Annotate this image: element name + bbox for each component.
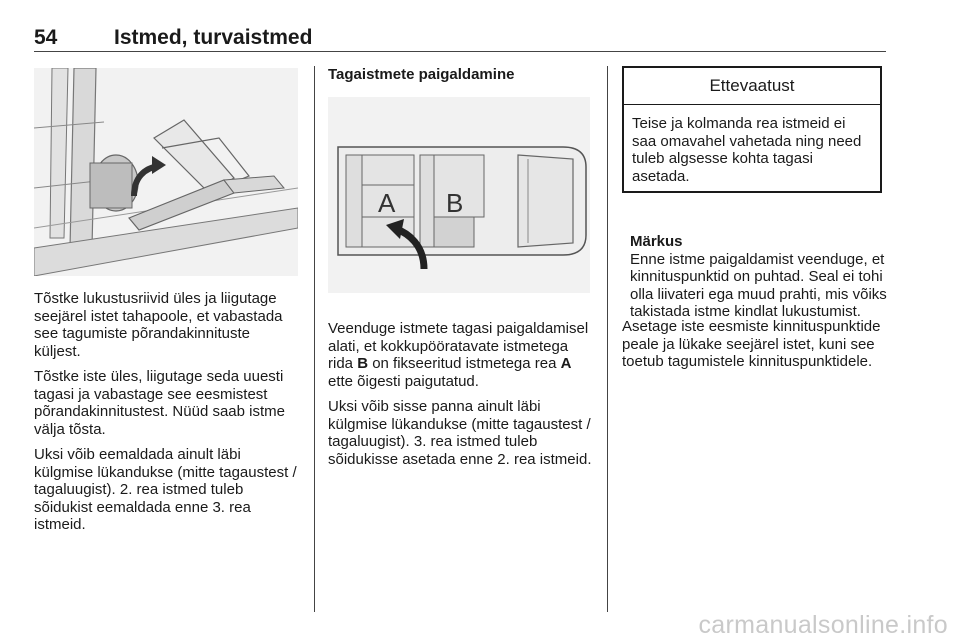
column-divider-2 — [607, 66, 608, 612]
page-number: 54 — [34, 26, 58, 49]
seat-latch-illustration — [34, 68, 298, 276]
paragraph: Veenduge istmete tagasi paigaldamisel alati, et kokkupööratavate istmetega rida B on fikseeritud istmetega rea A ette õigesti paigutatud. — [328, 320, 589, 390]
note-title: Märkus — [630, 233, 683, 250]
warning-text: Teise ja kolmanda rea istmeid ei saa omavahel vahetada ning need tuleb algsesse kohta tagasi asetada. — [632, 115, 862, 185]
seat-row-a-label: A — [378, 188, 396, 218]
header-divider — [34, 51, 886, 52]
page-header — [34, 26, 886, 54]
paragraph: Tõstke iste üles, liigutage seda uuesti tagasi ja vabastage see eesmistest põrandakinnitustest. Nüüd saab istme välja tõsta. — [34, 368, 285, 438]
paragraph: Uksi võib sisse panna ainult läbi külgmise lükandukse (mitte tagaustest / tagaluugist). 3. rea istmed tuleb sõidukisse asetada enne 2. rea istmeid. — [328, 398, 592, 468]
warning-title: Ettevaatust — [624, 68, 880, 105]
subsection-title: Tagaistmete paigaldamine — [328, 66, 515, 83]
watermark: carmanualsonline.info — [698, 611, 948, 639]
paragraph: Uksi võib eemaldada ainult läbi külgmise lükandukse (mitte tagaustest / tagaluugist). 2. rea istmed tuleb sõidukist eemaldada enne 3. rea istmeid. — [34, 446, 297, 533]
column-1-text — [34, 290, 298, 542]
note-text: Enne istme paigaldamist veenduge, et kinnituspunktid on puhtad. Seal ei tohi olla liivateri ega muud prahti, mis võiks takistada istme kindlat lukustumist. — [630, 250, 887, 320]
column-divider-1 — [314, 66, 315, 612]
seat-rows-diagram — [328, 97, 590, 293]
section-title: Istmed, turvaistmed — [114, 26, 313, 49]
note-block — [630, 233, 888, 321]
warning-box — [622, 66, 882, 193]
column-2-text — [328, 320, 594, 476]
paragraph: Asetage iste eesmiste kinnituspunktide peale ja lükake seejärel istet, kuni see toetub tagumistele kinnituspunktidele. — [622, 318, 881, 370]
seat-row-b-label: B — [446, 188, 464, 218]
paragraph: Tõstke lukustusriivid üles ja liigutage seejärel istet tahapoole, et vabastada see tagumiste põrandakinnituste küljest. — [34, 290, 283, 360]
